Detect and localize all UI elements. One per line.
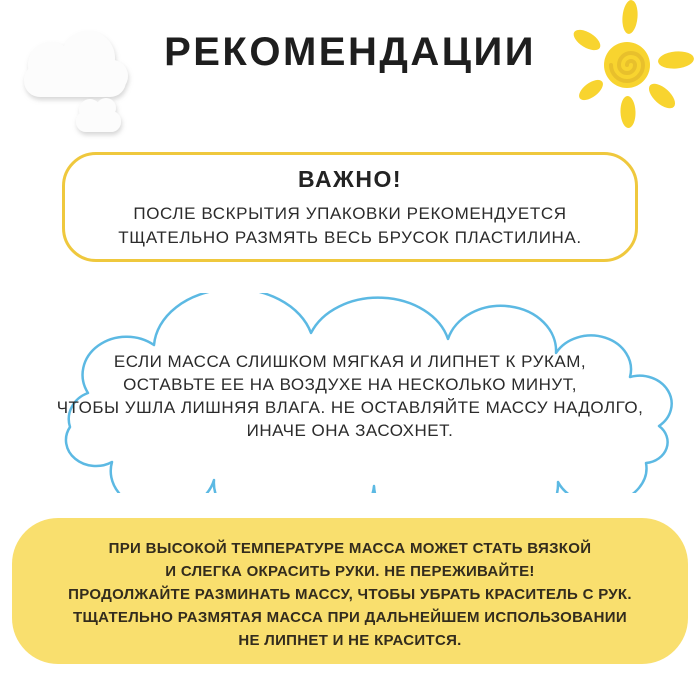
cloud-note-line: ЧТОБЫ УШЛА ЛИШНЯЯ ВЛАГА. НЕ ОСТАВЛЯЙТЕ МАССУ НАДОЛГО, <box>56 398 644 417</box>
important-note-box <box>62 152 638 262</box>
heat-warning-line: ПРОДОЛЖАЙТЕ РАЗМИНАТЬ МАССУ, ЧТОБЫ УБРАТЬ КРАСИТЕЛЬ С РУК. <box>68 585 632 603</box>
heat-warning-line: И СЛЕГКА ОКРАСИТЬ РУКИ. НЕ ПЕРЕЖИВАЙТЕ! <box>165 562 535 580</box>
important-line: ТЩАТЕЛЬНО РАЗМЯТЬ ВЕСЬ БРУСОК ПЛАСТИЛИНА. <box>118 228 582 247</box>
important-line: ПОСЛЕ ВСКРЫТИЯ УПАКОВКИ РЕКОМЕНДУЕТСЯ <box>133 204 567 223</box>
page-title: РЕКОМЕНДАЦИИ <box>164 30 536 74</box>
cloud-note-line: ОСТАВЬТЕ ЕЕ НА ВОЗДУХЕ НА НЕСКОЛЬКО МИНУТ, <box>123 375 577 394</box>
heat-warning-line: ПРИ ВЫСОКОЙ ТЕМПЕРАТУРЕ МАССА МОЖЕТ СТАТЬ ВЯЗКОЙ <box>108 539 592 557</box>
sun-svg <box>564 0 696 130</box>
cloud-note-line: ЕСЛИ МАССА СЛИШКОМ МЯГКАЯ И ЛИПНЕТ К РУКАМ, <box>113 352 587 371</box>
important-heading: ВАЖНО! <box>297 166 403 192</box>
clay-sun-icon <box>564 0 696 130</box>
heat-warning-box <box>12 518 688 664</box>
cloud-note-line: ИНАЧЕ ОНА ЗАСОХНЕТ. <box>246 421 454 440</box>
heat-warning-line: ТЩАТЕЛЬНО РАЗМЯТАЯ МАССА ПРИ ДАЛЬНЕЙШЕМ ИСПОЛЬЗОВАНИИ <box>73 608 627 626</box>
cloud-note <box>16 293 684 493</box>
heat-warning-line: НЕ ЛИПНЕТ И НЕ КРАСИТСЯ. <box>238 631 462 649</box>
